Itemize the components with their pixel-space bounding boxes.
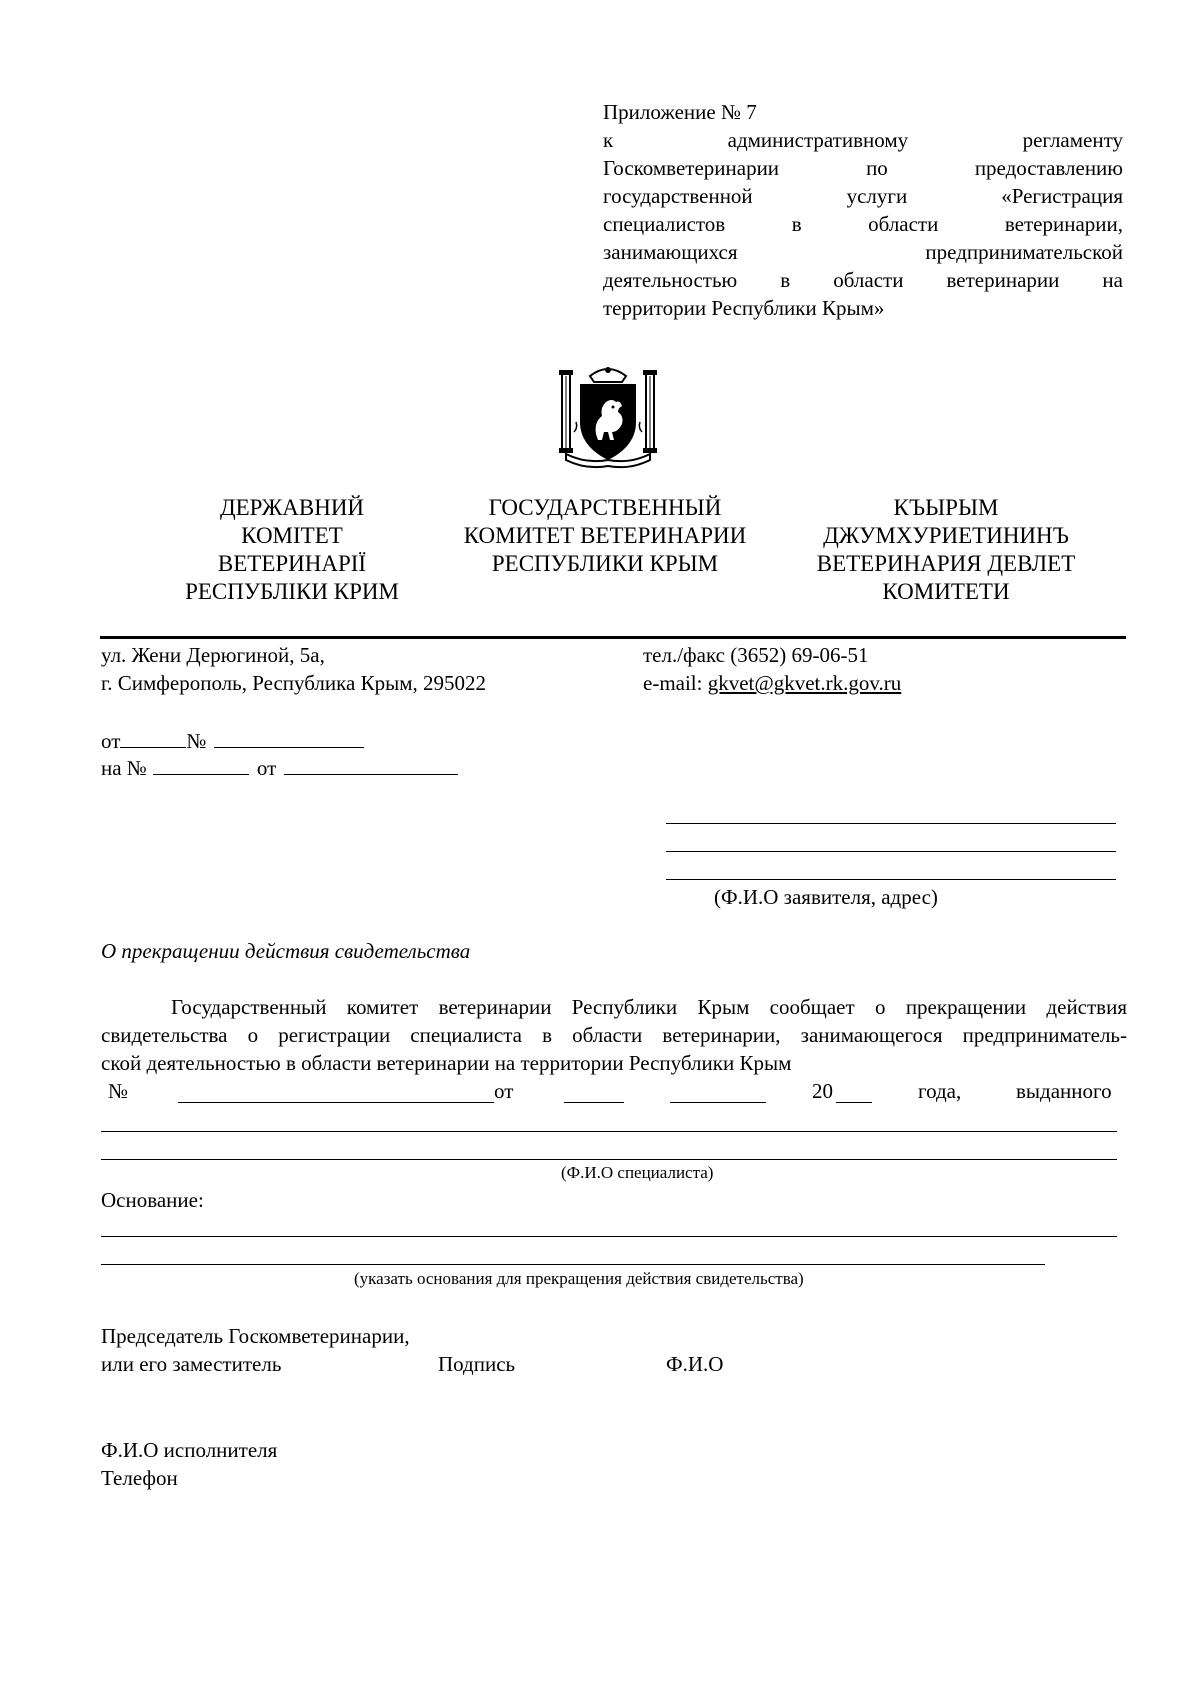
ref-number-label: №	[186, 729, 207, 753]
phone-fax: тел./факс (3652) 69-06-51	[643, 643, 869, 667]
appendix-line: государственной услуги «Регистрация	[603, 184, 1123, 208]
body-line: ской деятельностью в области ветеринарии на территории Республики Крым	[101, 1051, 792, 1075]
specialist-name-line[interactable]	[101, 1159, 1117, 1160]
header-line: ГОСУДАРСТВЕННЫЙ	[488, 495, 722, 520]
crimea-coat-of-arms-icon	[556, 362, 660, 470]
address	[101, 641, 486, 697]
ref-to-number-label: на №	[101, 756, 147, 780]
appendix-line: Госкомветеринарии по предоставлению	[603, 156, 1123, 180]
header-line: РЕСПУБЛІКИ КРИМ	[185, 579, 399, 604]
ref-to-from-label: от	[256, 756, 277, 780]
header-line: КОМИТЕТ ВЕТЕРИНАРИИ	[463, 523, 747, 548]
email-link[interactable]: gkvet@gkvet.rk.gov.ru	[707, 671, 902, 695]
ref-date-blank[interactable]	[120, 727, 186, 748]
signatory-title-line: или его заместитель	[101, 1352, 282, 1376]
address-line: ул. Жени Дерюгиной, 5а,	[101, 643, 325, 667]
appendix-line: к административному регламенту	[603, 128, 1123, 152]
header-divider	[100, 636, 1126, 639]
header-line: ДЖУМХУРИЕТИНИНЪ	[823, 523, 1069, 548]
header-column-uk	[152, 494, 432, 606]
header-column-ru	[440, 494, 770, 578]
header-column-crh	[796, 494, 1096, 606]
body-paragraph	[101, 993, 1127, 1077]
appendix-title: Приложение № 7	[603, 100, 757, 124]
header-line: ВЕТЕРИНАРИЯ ДЕВЛЕТ	[816, 551, 1076, 576]
email-label: e-mail:	[643, 671, 703, 695]
contact-info	[643, 641, 901, 697]
executor-name: Ф.И.О исполнителя	[101, 1438, 278, 1462]
cert-number-label: №	[108, 1079, 129, 1103]
cert-year-prefix: 20	[812, 1079, 833, 1103]
cert-issued-label: выданного	[1016, 1079, 1112, 1103]
cert-year-word: года,	[918, 1079, 962, 1103]
cert-number-blank[interactable]	[178, 1102, 494, 1103]
addressee-caption: (Ф.И.О заявителя, адрес)	[714, 885, 938, 909]
header-line: КОМІТЕТ	[241, 523, 343, 548]
cert-from-label: от	[494, 1079, 514, 1103]
header-line: ДЕРЖАВНИЙ	[219, 495, 365, 520]
signatory-name-label: Ф.И.О	[666, 1352, 724, 1376]
basis-label: Основание:	[101, 1188, 204, 1212]
basis-caption: (указать основания для прекращения действия свидетельства)	[354, 1269, 804, 1288]
ref-number-blank[interactable]	[214, 727, 364, 748]
ref-from-label: от	[101, 729, 121, 753]
basis-line[interactable]	[101, 1264, 1045, 1265]
letter-subject: О прекращении действия свидетельства	[101, 939, 471, 963]
executor-phone: Телефон	[101, 1466, 178, 1490]
reference-row-to	[101, 754, 458, 782]
body-line: свидетельства о регистрации специалиста в области ветеринарии, занимающегося предприниматель-	[101, 1023, 1127, 1047]
executor-block	[101, 1436, 277, 1492]
cert-day-blank[interactable]	[564, 1102, 624, 1103]
header-line: КОМИТЕТИ	[882, 579, 1010, 604]
address-line: г. Симферополь, Республика Крым, 295022	[101, 671, 486, 695]
email-row	[643, 669, 901, 697]
appendix-line: специалистов в области ветеринарии,	[603, 212, 1123, 236]
signatory-title	[101, 1322, 410, 1378]
specialist-caption: (Ф.И.О специалиста)	[561, 1163, 714, 1182]
header-line: КЪЫРЫМ	[893, 495, 999, 520]
specialist-name-line[interactable]	[101, 1131, 1117, 1132]
addressee-line[interactable]	[666, 879, 1116, 880]
appendix-line: территории Республики Крым»	[603, 296, 885, 320]
ref-to-date-blank[interactable]	[284, 754, 458, 775]
appendix-line: занимающихся предпринимательской	[603, 240, 1123, 264]
header-line: ВЕТЕРИНАРІЇ	[217, 551, 367, 576]
signature-label: Подпись	[438, 1352, 516, 1376]
reference-row-from	[101, 727, 364, 755]
basis-line[interactable]	[101, 1236, 1117, 1237]
addressee-line[interactable]	[666, 823, 1116, 824]
appendix-block	[603, 98, 1123, 322]
header-line: РЕСПУБЛИКИ КРЫМ	[491, 551, 719, 576]
ref-to-number-blank[interactable]	[153, 754, 249, 775]
cert-month-blank[interactable]	[670, 1102, 766, 1103]
body-line: Государственный комитет ветеринарии Республики Крым сообщает о прекращении действия	[171, 995, 1127, 1019]
appendix-line: деятельностью в области ветеринарии на	[603, 268, 1123, 292]
signatory-title-line: Председатель Госкомветеринарии,	[101, 1324, 410, 1348]
addressee-line[interactable]	[666, 851, 1116, 852]
cert-year-blank[interactable]	[836, 1102, 872, 1103]
